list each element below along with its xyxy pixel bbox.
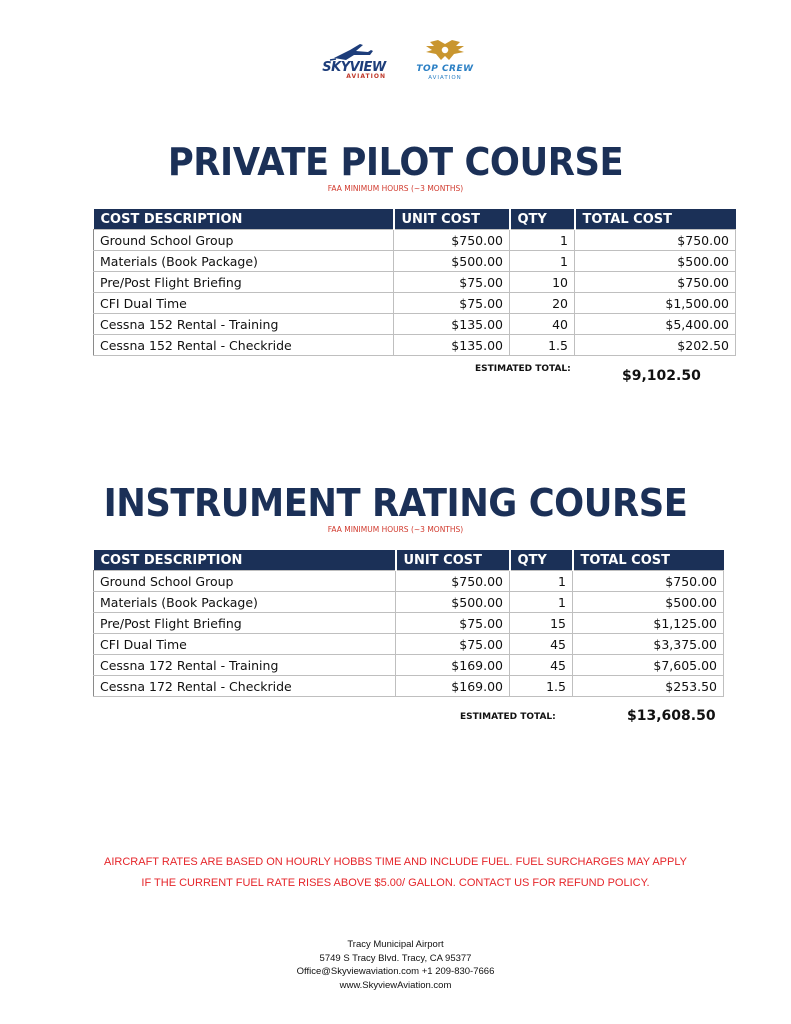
instrument-rating-cost-table xyxy=(93,550,724,697)
skyview-logo xyxy=(316,40,392,84)
footer-airport: Tracy Municipal Airport xyxy=(347,939,444,950)
table-row xyxy=(94,592,724,613)
cell-total-cost: $750.00 xyxy=(575,230,736,251)
cell-total-cost: $253.50 xyxy=(573,676,724,697)
table-row xyxy=(94,293,736,314)
footer-email-phone[interactable]: Office@Skyviewaviation.com +1 209-830-7666 xyxy=(296,966,495,977)
private-pilot-title: PRIVATE PILOT COURSE xyxy=(167,140,624,184)
private-estimated-total-label: ESTIMATED TOTAL: xyxy=(475,364,571,374)
cell-total-cost: $500.00 xyxy=(575,251,736,272)
cell-unit-cost: $750.00 xyxy=(394,230,510,251)
cell-unit-cost: $135.00 xyxy=(394,335,510,356)
cell-qty: 1.5 xyxy=(510,676,573,697)
cell-qty: 1 xyxy=(510,571,573,592)
cell-total-cost: $750.00 xyxy=(575,272,736,293)
instrument-estimated-total-label: ESTIMATED TOTAL: xyxy=(460,712,556,722)
header-total-cost: TOTAL COST xyxy=(573,550,724,571)
cell-total-cost: $3,375.00 xyxy=(573,634,724,655)
instrument-rating-title: INSTRUMENT RATING COURSE xyxy=(103,481,688,525)
table-row xyxy=(94,613,724,634)
topcrew-logo-name: TOP CREW xyxy=(416,64,474,74)
skyview-logo-name: SKYVIEW xyxy=(322,60,386,75)
cell-total-cost: $1,125.00 xyxy=(573,613,724,634)
skyview-logo-sub: AVIATION xyxy=(346,73,386,80)
cell-description: Pre/Post Flight Briefing xyxy=(94,613,396,634)
cell-unit-cost: $75.00 xyxy=(396,613,510,634)
table-row xyxy=(94,251,736,272)
cell-description: Materials (Book Package) xyxy=(94,592,396,613)
cell-unit-cost: $75.00 xyxy=(394,293,510,314)
cell-unit-cost: $169.00 xyxy=(396,676,510,697)
cell-unit-cost: $750.00 xyxy=(396,571,510,592)
cell-qty: 1 xyxy=(510,592,573,613)
cell-description: CFI Dual Time xyxy=(94,634,396,655)
cell-description: Cessna 152 Rental - Checkride xyxy=(94,335,394,356)
cell-description: Ground School Group xyxy=(94,230,394,251)
table-row xyxy=(94,655,724,676)
cell-description: Materials (Book Package) xyxy=(94,251,394,272)
cell-unit-cost: $135.00 xyxy=(394,314,510,335)
logo-bar xyxy=(0,38,791,88)
cell-description: Ground School Group xyxy=(94,571,396,592)
cell-qty: 45 xyxy=(510,634,573,655)
cell-description: Cessna 152 Rental - Training xyxy=(94,314,394,335)
cell-qty: 1.5 xyxy=(510,335,575,356)
header-qty: QTY xyxy=(510,209,575,230)
private-estimated-total-value: $9,102.50 xyxy=(622,368,701,384)
table-row xyxy=(94,571,724,592)
table-row xyxy=(94,314,736,335)
private-pilot-cost-table xyxy=(93,209,736,356)
footer-website-link[interactable]: www.SkyviewAviation.com xyxy=(339,979,452,991)
cell-qty: 1 xyxy=(510,230,575,251)
cell-total-cost: $750.00 xyxy=(573,571,724,592)
header-cost-description: COST DESCRIPTION xyxy=(94,209,394,230)
private-pilot-subtitle: FAA MINIMUM HOURS (~3 MONTHS) xyxy=(327,184,464,193)
topcrew-logo xyxy=(408,38,482,86)
table-row xyxy=(94,676,724,697)
cell-qty: 40 xyxy=(510,314,575,335)
cell-unit-cost: $500.00 xyxy=(396,592,510,613)
footer-address: 5749 S Tracy Blvd. Tracy, CA 95377 xyxy=(319,952,472,964)
cell-qty: 10 xyxy=(510,272,575,293)
fuel-notice xyxy=(0,852,791,894)
cell-total-cost: $202.50 xyxy=(575,335,736,356)
header-unit-cost: UNIT COST xyxy=(394,209,510,230)
cell-unit-cost: $75.00 xyxy=(396,634,510,655)
topcrew-logo-sub: AVIATION xyxy=(428,75,462,81)
table-row xyxy=(94,230,736,251)
cell-qty: 15 xyxy=(510,613,573,634)
table-row xyxy=(94,634,724,655)
cell-description: Cessna 172 Rental - Checkride xyxy=(94,676,396,697)
cell-qty: 20 xyxy=(510,293,575,314)
cell-qty: 45 xyxy=(510,655,573,676)
cell-total-cost: $500.00 xyxy=(573,592,724,613)
header-qty: QTY xyxy=(510,550,573,571)
table-header-row xyxy=(94,209,736,230)
fuel-notice-line-1: AIRCRAFT RATES ARE BASED ON HOURLY HOBBS TIME AND INCLUDE FUEL. FUEL SURCHARGES MAY APPLY xyxy=(104,856,687,868)
header-unit-cost: UNIT COST xyxy=(396,550,510,571)
cell-total-cost: $7,605.00 xyxy=(573,655,724,676)
header-total-cost: TOTAL COST xyxy=(575,209,736,230)
cell-description: CFI Dual Time xyxy=(94,293,394,314)
cell-qty: 1 xyxy=(510,251,575,272)
cell-total-cost: $1,500.00 xyxy=(575,293,736,314)
header-cost-description: COST DESCRIPTION xyxy=(94,550,396,571)
instrument-rating-subtitle: FAA MINIMUM HOURS (~3 MONTHS) xyxy=(327,525,464,534)
table-row xyxy=(94,335,736,356)
wings-icon xyxy=(408,38,482,66)
table-row xyxy=(94,272,736,293)
table-header-row xyxy=(94,550,724,571)
cell-unit-cost: $500.00 xyxy=(394,251,510,272)
footer-contact xyxy=(0,938,791,992)
cell-unit-cost: $169.00 xyxy=(396,655,510,676)
instrument-estimated-total-value: $13,608.50 xyxy=(627,708,716,724)
cell-description: Cessna 172 Rental - Training xyxy=(94,655,396,676)
fuel-notice-line-2: IF THE CURRENT FUEL RATE RISES ABOVE $5.00/ GALLON. CONTACT US FOR REFUND POLICY. xyxy=(141,877,650,889)
cell-description: Pre/Post Flight Briefing xyxy=(94,272,394,293)
cell-total-cost: $5,400.00 xyxy=(575,314,736,335)
cell-unit-cost: $75.00 xyxy=(394,272,510,293)
